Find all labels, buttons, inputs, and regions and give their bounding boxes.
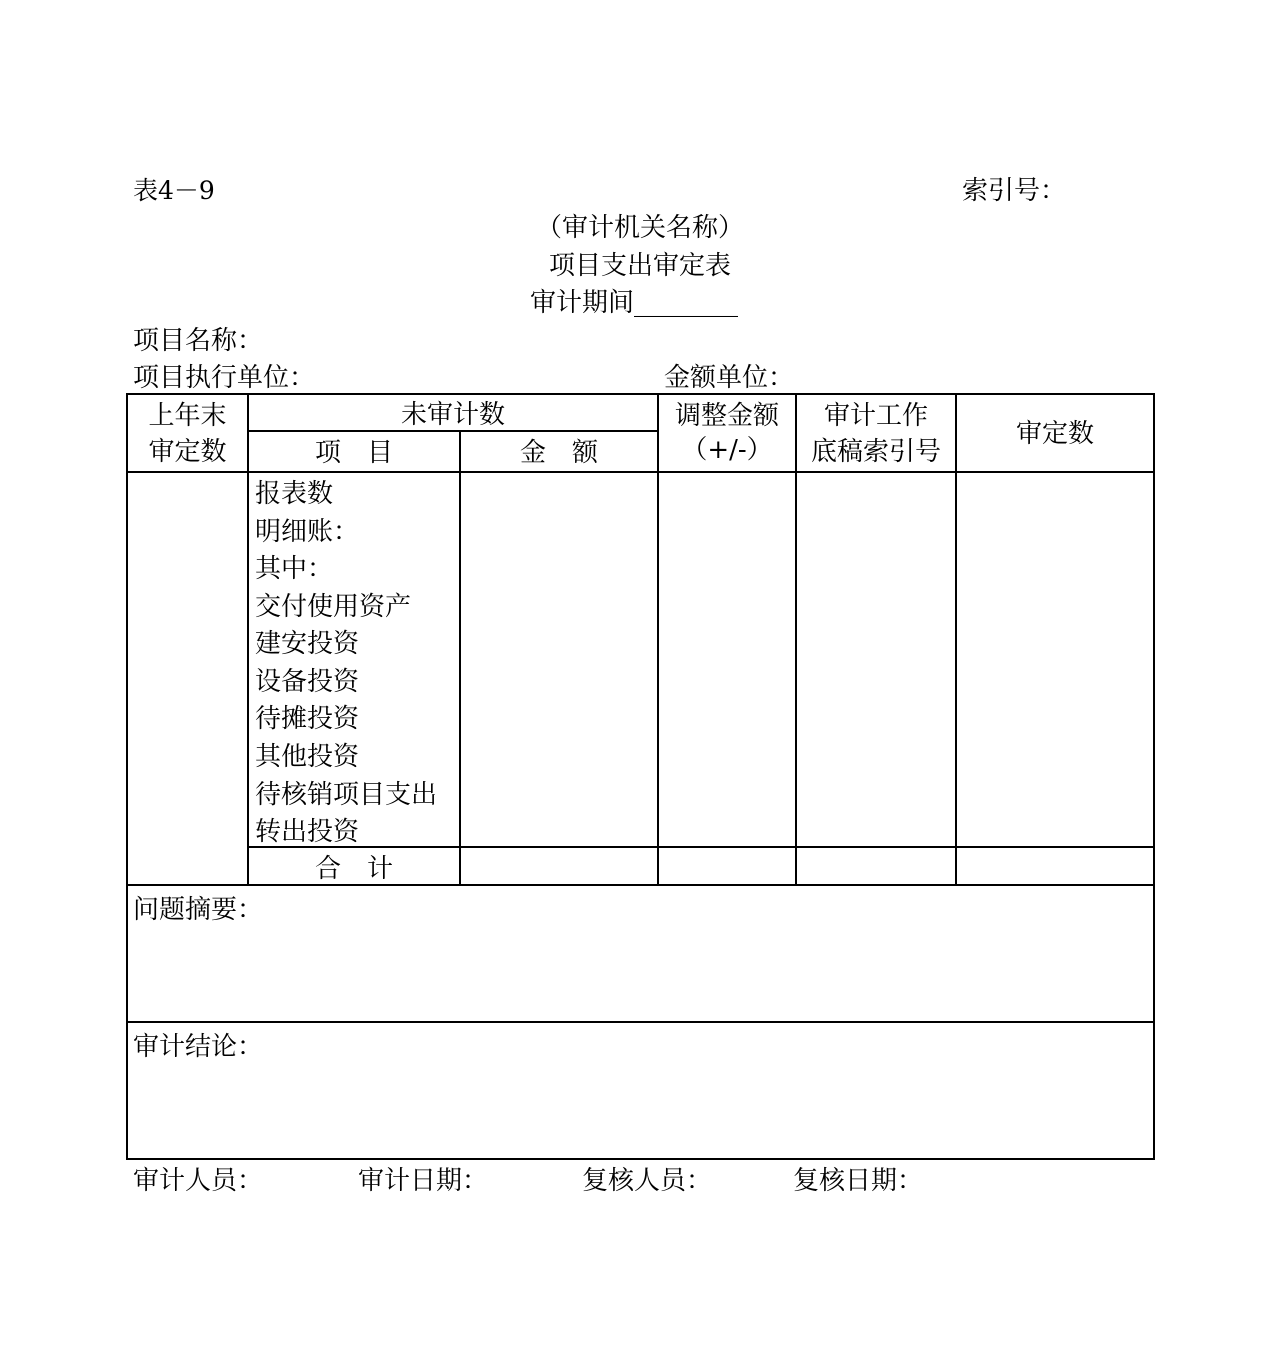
auditor-label: 审计人员： xyxy=(133,1166,264,1196)
col-divider-amount xyxy=(657,393,659,886)
reviewer-label: 复核人员： xyxy=(582,1166,713,1196)
item-writeoff-expenditure: 待核销项目支出 xyxy=(255,780,438,810)
header-bottom-line xyxy=(126,471,1155,473)
item-report-total: 报表数 xyxy=(255,479,334,509)
header-item: 项 目 xyxy=(314,438,393,468)
item-equipment-investment: 设备投资 xyxy=(255,667,360,697)
total-label: 合 计 xyxy=(314,854,393,884)
conclusion-top-line xyxy=(126,1021,1155,1023)
header-workpaper-line2: 底稿索引号 xyxy=(810,437,941,467)
header-amount: 金 额 xyxy=(519,438,598,468)
index-number-label: 索引号： xyxy=(962,176,1067,206)
review-date-label: 复核日期： xyxy=(793,1166,924,1196)
header-divider xyxy=(249,430,657,432)
item-ledger: 明细账： xyxy=(255,517,360,547)
item-deferred-investment: 待摊投资 xyxy=(255,704,360,734)
item-delivered-assets: 交付使用资产 xyxy=(255,592,412,622)
audit-period-label: 审计期间________ xyxy=(530,288,739,318)
item-other-investment: 其他投资 xyxy=(255,742,360,772)
table-border-top xyxy=(126,393,1155,395)
amount-unit-label: 金额单位： xyxy=(664,363,795,393)
table-number: 表4－9 xyxy=(133,176,215,205)
item-construction-investment: 建安投资 xyxy=(255,629,360,659)
table-border-bottom xyxy=(126,1158,1155,1160)
col-divider-workpaper xyxy=(955,393,957,886)
project-name-label: 项目名称： xyxy=(133,326,264,356)
executing-unit-label: 项目执行单位： xyxy=(133,363,316,393)
table-border-left xyxy=(126,393,128,1160)
item-of-which: 其中： xyxy=(255,554,334,584)
col-divider-item xyxy=(459,430,461,886)
header-workpaper-line1: 审计工作 xyxy=(823,401,928,431)
header-prev-line1: 上年末 xyxy=(148,401,227,431)
issues-summary-label: 问题摘要： xyxy=(133,895,264,925)
item-transfer-investment: 转出投资 xyxy=(255,817,360,847)
audit-conclusion-label: 审计结论： xyxy=(133,1032,264,1062)
header-unaudited: 未审计数 xyxy=(400,400,505,430)
audit-agency-name: （审计机关名称） xyxy=(535,213,744,243)
header-approved: 审定数 xyxy=(1015,419,1094,449)
header-prev-line2: 审定数 xyxy=(148,437,227,467)
issues-top-line xyxy=(126,884,1155,886)
header-adjust-line2: （+/-） xyxy=(681,435,773,465)
table-border-right xyxy=(1153,393,1155,1160)
header-adjust-line1: 调整金额 xyxy=(674,401,779,431)
page-title: 项目支出审定表 xyxy=(548,251,731,281)
total-row-top-line xyxy=(249,846,1155,848)
audit-date-label: 审计日期： xyxy=(358,1166,489,1196)
